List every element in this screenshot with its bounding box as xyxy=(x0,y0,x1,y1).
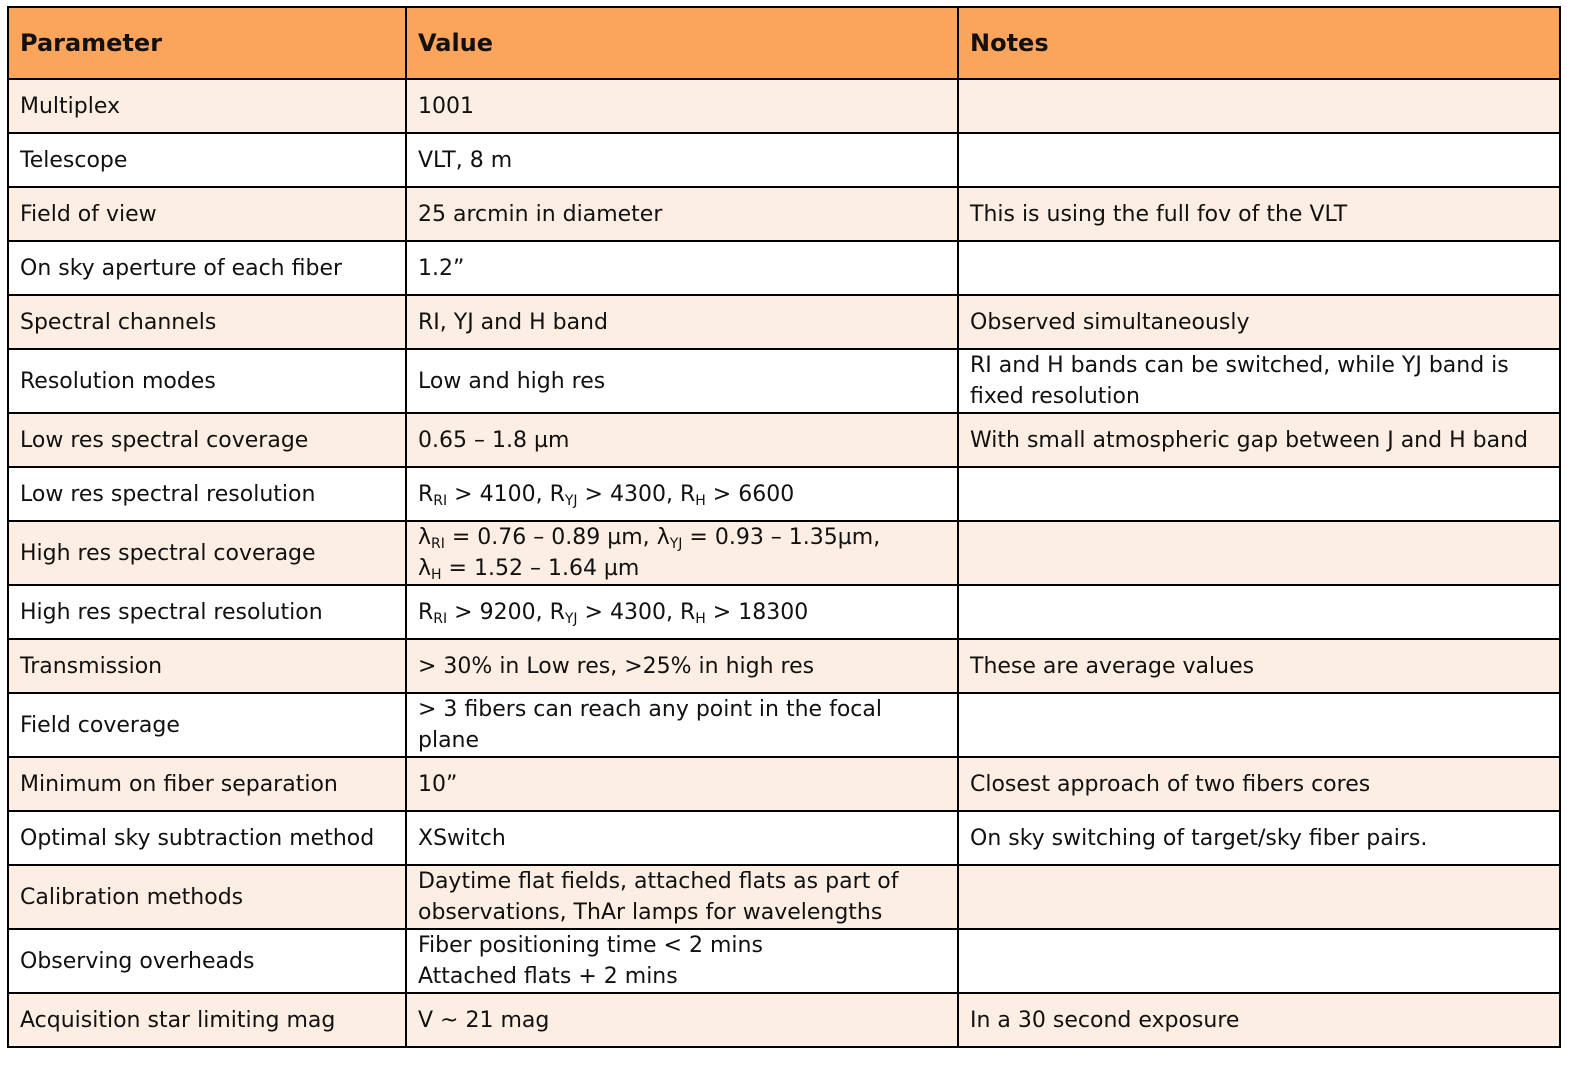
parameter-cell: On sky aperture of each fiber xyxy=(8,241,406,295)
parameter-cell: Telescope xyxy=(8,133,406,187)
table-row xyxy=(8,585,1560,639)
parameter-cell: Minimum on fiber separation xyxy=(8,757,406,811)
table-row xyxy=(8,349,1560,413)
table-row xyxy=(8,693,1560,757)
spec-table xyxy=(7,6,1561,1048)
notes-cell: This is using the full fov of the VLT xyxy=(958,187,1560,241)
value-cell xyxy=(406,521,958,585)
value-cell: 25 arcmin in diameter xyxy=(406,187,958,241)
value-text: > 9200, xyxy=(447,599,550,625)
value-text: > 4300, xyxy=(577,599,680,625)
value-symbol: R xyxy=(418,481,434,507)
value-line: Fiber positioning time < 2 mins xyxy=(418,933,763,958)
value-subscript: YJ xyxy=(564,492,578,509)
notes-cell: Closest approach of two fibers cores xyxy=(958,757,1560,811)
value-symbol: λ xyxy=(656,525,670,550)
parameter-cell: High res spectral coverage xyxy=(8,521,406,585)
parameter-cell: Multiplex xyxy=(8,79,406,133)
table-row xyxy=(8,521,1560,585)
table-row xyxy=(8,241,1560,295)
table-body xyxy=(8,79,1560,1047)
value-text: > 4300, xyxy=(577,481,680,507)
parameter-cell: High res spectral resolution xyxy=(8,585,406,639)
value-cell: 1001 xyxy=(406,79,958,133)
value-symbol: R xyxy=(549,599,565,625)
value-cell xyxy=(406,585,958,639)
table-row xyxy=(8,865,1560,929)
value-cell: > 30% in Low res, >25% in high res xyxy=(406,639,958,693)
value-symbol: R xyxy=(418,599,434,625)
value-text: > 18300 xyxy=(705,599,809,625)
value-subscript: YJ xyxy=(669,536,683,552)
notes-cell: RI and H bands can be switched, while YJ band is fixed resolution xyxy=(958,349,1560,413)
value-line: Attached flats + 2 mins xyxy=(418,964,678,989)
table-row xyxy=(8,413,1560,467)
value-cell: Low and high res xyxy=(406,349,958,413)
value-text: > 6600 xyxy=(705,481,795,507)
value-cell xyxy=(406,467,958,521)
parameter-cell: Calibration methods xyxy=(8,865,406,929)
notes-cell xyxy=(958,133,1560,187)
parameter-cell: Field of view xyxy=(8,187,406,241)
parameter-cell: Resolution modes xyxy=(8,349,406,413)
value-text: = 0.93 – 1.35µm, xyxy=(682,525,881,550)
value-subscript: RI xyxy=(431,536,445,552)
value-cell: 1.2” xyxy=(406,241,958,295)
value-symbol: R xyxy=(679,599,696,625)
notes-cell xyxy=(958,521,1560,585)
table-row xyxy=(8,187,1560,241)
value-cell: > 3 fibers can reach any point in the focal plane xyxy=(406,693,958,757)
parameter-cell: Acquisition star limiting mag xyxy=(8,993,406,1047)
parameter-cell: Low res spectral coverage xyxy=(8,413,406,467)
notes-cell: These are average values xyxy=(958,639,1560,693)
table-row xyxy=(8,929,1560,993)
value-cell xyxy=(406,929,958,993)
value-subscript: RI xyxy=(433,610,448,627)
table-row xyxy=(8,639,1560,693)
header-parameter: Parameter xyxy=(8,7,406,79)
parameter-cell: Transmission xyxy=(8,639,406,693)
value-subscript: YJ xyxy=(564,610,578,627)
value-symbol: R xyxy=(679,481,696,507)
value-subscript: H xyxy=(695,610,706,627)
value-cell: 10” xyxy=(406,757,958,811)
table-row xyxy=(8,993,1560,1047)
value-subscript: RI xyxy=(433,492,448,509)
value-text: = 0.76 – 0.89 µm, xyxy=(444,525,657,550)
value-symbol: R xyxy=(549,481,565,507)
value-symbol: λ xyxy=(418,556,432,581)
header-row xyxy=(8,7,1560,79)
notes-cell: On sky switching of target/sky fiber pairs. xyxy=(958,811,1560,865)
table-row xyxy=(8,757,1560,811)
value-cell: Daytime flat fields, attached flats as part of observations, ThAr lamps for wavelengths xyxy=(406,865,958,929)
parameter-cell: Optimal sky subtraction method xyxy=(8,811,406,865)
notes-cell: With small atmospheric gap between J and H band xyxy=(958,413,1560,467)
notes-cell xyxy=(958,693,1560,757)
table-row xyxy=(8,295,1560,349)
table-row xyxy=(8,133,1560,187)
value-symbol: λ xyxy=(418,525,432,550)
value-cell: XSwitch xyxy=(406,811,958,865)
header-notes: Notes xyxy=(958,7,1560,79)
notes-cell: Observed simultaneously xyxy=(958,295,1560,349)
value-text: = 1.52 – 1.64 µm xyxy=(441,556,640,581)
parameter-cell: Spectral channels xyxy=(8,295,406,349)
parameter-cell: Low res spectral resolution xyxy=(8,467,406,521)
parameter-cell: Field coverage xyxy=(8,693,406,757)
table-row xyxy=(8,79,1560,133)
value-cell: VLT, 8 m xyxy=(406,133,958,187)
value-subscript: H xyxy=(431,567,442,583)
value-text: > 4100, xyxy=(447,481,550,507)
notes-cell xyxy=(958,929,1560,993)
value-cell: 0.65 – 1.8 µm xyxy=(406,413,958,467)
header-value: Value xyxy=(406,7,958,79)
table-header xyxy=(8,7,1560,79)
table-row xyxy=(8,467,1560,521)
notes-cell xyxy=(958,79,1560,133)
notes-cell: In a 30 second exposure xyxy=(958,993,1560,1047)
value-cell: RI, YJ and H band xyxy=(406,295,958,349)
value-subscript: H xyxy=(695,492,706,509)
table-row xyxy=(8,811,1560,865)
value-cell: V ~ 21 mag xyxy=(406,993,958,1047)
notes-cell xyxy=(958,585,1560,639)
notes-cell xyxy=(958,241,1560,295)
parameter-cell: Observing overheads xyxy=(8,929,406,993)
notes-cell xyxy=(958,865,1560,929)
notes-cell xyxy=(958,467,1560,521)
